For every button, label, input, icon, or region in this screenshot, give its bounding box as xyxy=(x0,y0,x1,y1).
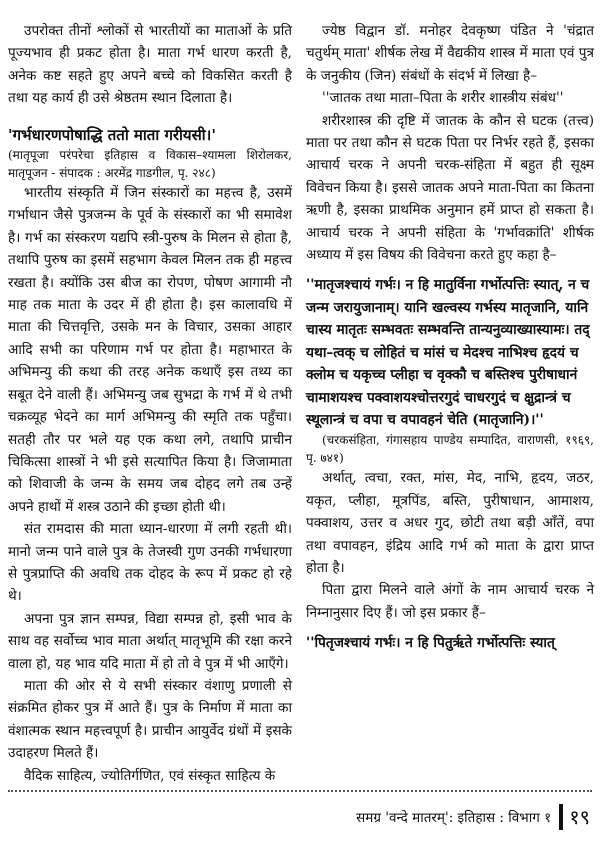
right-paragraph-2: शरीरशास्त्र की दृष्टि में जातक के कौन से घटक (तत्त्व) माता पर तथा कौन से घटक पिता पर निर्भर रहते हैं, इसका आचार्य चरक ने अपनी चरक-संहिता में बहुत ही सूक्ष्म विवेचन किया है। इससे जातक अपने माता-पिता का कितना ऋणी है, इसका प्राथमिक अनुमान हमें प्राप्त हो सकता है। आचार्य चरक ने अपनी संहिता के 'गर्भावक्रांति' शीर्षक अध्याय में इस विषय की विवेचना करते हुए कहा है– xyxy=(306,112,594,264)
quote-title: ''जातक तथा माता–पिता के शरीर शास्त्रीय संबंध'' xyxy=(322,90,564,107)
verse-citation: (चरकसंहिता, गंगासहाय पाण्डेय सम्पादित, वाराणसी, १९६९, पृ. ७४१) xyxy=(306,433,594,466)
right-paragraph-3: अर्थात्, त्वचा, रक्त, मांस, मेद, नाभि, हृदय, जठर, यकृत, प्लीहा, मूत्रपिंड, बस्ति, पुरीषाधान, आमाशय, पक्वाशय, उत्तर व अधर गुद, छोटी तथा बड़ी आँतें, वपा तथा वपावहन, इंद्रिय आदि गर्भ को माता के द्वारा प्राप्त होता है। xyxy=(306,470,594,576)
sanskrit-verse-1: ''मातृजश्चायं गर्भः। न हि मातुर्विना गर्भोत्पत्तिः स्यात्, न च जन्म जरायुजानाम्। यानि खल्वस्य गर्भस्य मातृजानि, यानि चास्य मातृतः सम्भवतः सम्भवन्ति तान्यनुव्याख्यास्यामः। तद् यथा–त्वक् च लोहितं च मांसं च मेदश्च नाभिश्च हृदयं च क्लोम च यकृच्च प्लीहा च वृक्कौ च बस्तिश्च पुरीषाधानं चामाशयश्च पक्वाशयश्चोत्तरगुदं चाधरगुदं च क्षुद्रान्त्रं च स्थूलान्त्रं च वपा च वपावहनं चेति (मातृजानि)।'' xyxy=(306,277,590,428)
intro-paragraph: उपरोक्त तीनों श्लोकों से भारतीयों का माताओं के प्रति पूज्यभाव ही प्रकट होता है। माता गर्भ धारण करती है, अनेक कष्ट सहते हुए अपने बच्चे को विकसित करती है तथा यह कार्य ही उसे श्रेष्ठतम स्थान दिलाता है। xyxy=(8,23,292,107)
page-footer xyxy=(356,803,590,830)
footer-bar xyxy=(559,804,563,830)
body-paragraph-4: माता की ओर से ये सभी संस्कार वंशाणु प्रणाली से संक्रमित होकर पुत्र में आते हैं। पुत्र के निर्माण में माता का वंशात्मक स्थान महत्त्वपूर्ण है। प्राचीन आयुर्वेद ग्रंथों में इसके उदाहरण मिलते हैं। xyxy=(8,677,292,762)
sanskrit-verse-2: ''पितृजश्चायं गर्भः। न हि पितुर्ऋते गर्भोत्पत्तिः स्यात् xyxy=(306,635,555,652)
body-paragraph-2: संत रामदास की माता ध्यान-धारणा में लगी रहती थी। मानो जन्म पाने वाले पुत्र के तेजस्वी गुण उनकी गर्भधारणा से पुत्रप्राप्ति की अवधि तक दोहद के रूप में प्रकट हो रहे थे। xyxy=(8,521,292,605)
left-column xyxy=(8,20,292,787)
footer-divider xyxy=(8,790,592,792)
section-heading: 'गर्भधारणपोषाद्धि ततो माता गरीयसी।' xyxy=(8,125,216,144)
footer-title: समग्र 'वन्दे मातरम्': इतिहास : विभाग १ xyxy=(356,809,552,826)
right-paragraph-4: पिता द्वारा मिलने वाले अंगों के नाम आचार्य चरक ने निम्नानुसार दिए हैं। जो इस प्रकार हैं– xyxy=(306,582,594,621)
right-paragraph-1: ज्येष्ठ विद्वान डॉ. मनोहर देवकृष्ण पंडित ने 'चंद्रात चतुर्थम् माता' शीर्षक लेख में वैद्यकीय शास्त्र में माता एवं पुत्र के जनुकीय (जिन) संबंधों के संदर्भ में लिखा है– xyxy=(306,23,594,84)
body-paragraph-3: अपना पुत्र ज्ञान सम्पन्न, विद्या सम्पन्न हो, इसी भाव के साथ वह सर्वोच्च भाव माता अर्थात् मातृभूमि की रक्षा करने वाला हो, यह भाव यदि माता में हो तो वे पुत्र में भी आएँगे। xyxy=(8,610,292,672)
right-column xyxy=(306,20,594,655)
page-number: १९ xyxy=(569,805,590,829)
heading-citation: (मातृपूजा परंपरेचा इतिहास व विकास–श्यामला शिरोलकर, मातृपूजन - संपादक : अरमेंद्र गाडगील, पृ. २४८) xyxy=(8,148,292,181)
body-paragraph-5: वैदिक साहित्य, ज्योतिर्गणित, एवं संस्कृत साहित्य के xyxy=(24,767,276,784)
body-paragraph-1: भारतीय संस्कृति में जिन संस्कारों का महत्त्व है, उसमें गर्भाधान जैसे पुत्रजन्म के पूर्व के संस्कारों का भी समावेश है। गर्भ का संस्करण यद्यपि स्त्री-पुरुष के मिलन से होता है, तथापि पुरुष का इसमें सहभाग केवल मिलन तक ही महत्त्व रखता है। क्योंकि उस बीज का रोपण, पोषण आगामी नौ माह तक माता के उदर में ही होता है। इस कालावधि में माता की चित्तवृत्ति, उसके मन के विचार, उसका आहार आदि सभी का परिणाम गर्भ पर होता है। महाभारत के अभिमन्यु की कथा की तरह अनेक कथाएँ इस तथ्य का सबूत देने वाली हैं। अभिमन्यु जब सुभद्रा के गर्भ में थे तभी चक्रव्यूह भेदने का मार्ग अभिमन्यु की स्मृति तक पहुँचा। सतही तौर पर भले यह एक कथा लगे, तथापि प्राचीन चिकित्सा शास्त्रों ने भी इसे सत्यापित किया है। जिजामाता को शिवाजी के जन्म के समय जब दोहद लगे तब उन्हें अपने हाथों में शस्त्र उठाने की इच्छा होती थी। xyxy=(8,185,292,515)
